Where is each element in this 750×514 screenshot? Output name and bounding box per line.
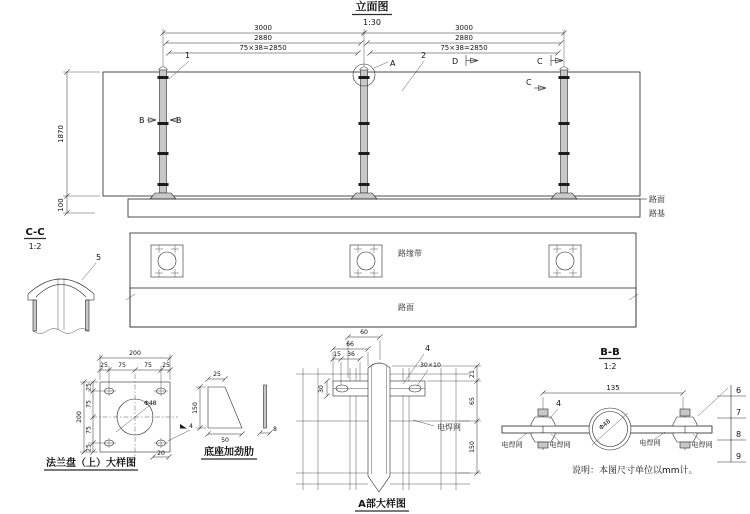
elevation-view [57, 0, 665, 218]
fence-posts [150, 67, 577, 199]
flange-dim-200-left: 200 [76, 411, 83, 423]
weld-symbol-icon [180, 424, 187, 429]
item-7: 7 [736, 408, 742, 417]
dim-60: 60 [360, 329, 368, 336]
cc-scale: 1:2 [28, 242, 42, 251]
rib-title: 底座加劲肋 [204, 447, 254, 458]
flange-lseg-25a: 25 [85, 383, 93, 391]
bb-mesh-label-1: 电焊网 [501, 441, 523, 449]
dim-base-100: 100 [57, 198, 65, 212]
callout-4b: 4 [556, 399, 562, 408]
bb-title: B-B [600, 347, 620, 358]
flange-detail [44, 350, 193, 470]
elevation-scale: 1:30 [363, 18, 381, 27]
callout-4a: 4 [425, 344, 431, 353]
rib-height-dim: 150 [192, 402, 199, 414]
dim-span1-2880: 2880 [254, 34, 272, 42]
flange-seg-75b: 75 [144, 362, 152, 369]
callout-2: 2 [421, 51, 427, 60]
callout-5: 5 [96, 253, 102, 262]
flange-lseg-25b: 25 [85, 444, 93, 452]
bb-scale: 1:2 [603, 362, 617, 371]
rib-thickness-dim: 8 [273, 426, 277, 433]
dim-15: 15 [333, 351, 341, 358]
section-c-label: C [537, 57, 543, 66]
flange-slot-dim: 20 [157, 450, 165, 457]
road-surface-label: 路面 [649, 195, 665, 204]
section-c-post-label: C [526, 78, 532, 87]
left-dimensions [57, 72, 100, 213]
bb-mesh-label-3: 电焊网 [639, 439, 661, 447]
flange-seg-25b: 25 [162, 362, 170, 369]
detail-a-title: A部大样图 [358, 499, 406, 510]
dim-span1-mesh: 75×38=2850 [239, 44, 287, 52]
flange-seg-25a: 25 [100, 362, 108, 369]
dim-21: 21 [469, 370, 476, 378]
flange-seg-75a: 75 [118, 362, 126, 369]
dim-span2-3000: 3000 [455, 24, 473, 32]
bb-pipe-dia: Φ48 [597, 418, 613, 432]
mesh-label-a: 电焊网 [437, 423, 461, 432]
flange-pipe-dia: Φ48 [144, 400, 157, 407]
callout-1: 1 [185, 51, 191, 60]
section-bb [502, 347, 747, 462]
detail-a-post [368, 363, 390, 492]
road-strip [128, 194, 665, 218]
bb-mesh-label-2: 电焊网 [549, 441, 571, 449]
elevation-title: 立面图 [355, 0, 389, 13]
bb-item-ladder [698, 385, 746, 462]
road-base-label: 路基 [649, 209, 665, 218]
item-6: 6 [736, 386, 742, 395]
rib-top-dim: 25 [213, 371, 221, 378]
dim-span2-mesh: 75×38=2850 [440, 44, 488, 52]
drawing-note: 说明：本图尺寸单位以mm计。 [572, 466, 698, 476]
post-cap-section [28, 278, 94, 334]
cc-title: C-C [25, 227, 45, 238]
rib-detail [192, 371, 277, 459]
flange-title: 法兰盘（上）大样图 [46, 458, 136, 469]
item-8: 8 [736, 430, 742, 439]
slot-size-label: 30×10 [420, 362, 441, 369]
flange-dim-200-top: 200 [129, 350, 141, 357]
rib-bottom-dim: 50 [221, 437, 229, 444]
section-cc [24, 227, 101, 334]
item-9: 9 [736, 452, 742, 461]
dim-height-1870: 1870 [57, 125, 65, 143]
flange-lseg-75a: 75 [85, 400, 93, 408]
dim-30: 30 [318, 385, 325, 393]
bb-mesh-label-4: 电焊网 [691, 441, 713, 449]
dim-135: 135 [606, 384, 620, 392]
dim-150: 150 [469, 441, 476, 453]
dim-span2-2880: 2880 [455, 34, 473, 42]
detail-a [296, 329, 481, 511]
dim-36: 36 [347, 351, 355, 358]
elevation-callouts [139, 51, 563, 125]
dim-65: 65 [469, 397, 476, 405]
callout-a: A [390, 59, 396, 68]
flange-weld-size: 4 [189, 423, 193, 430]
curb-strip-label: 路缘带 [398, 249, 422, 258]
dim-66: 66 [346, 341, 354, 348]
plan-surface-label: 路面 [398, 303, 414, 312]
dim-span1-3000: 3000 [254, 24, 272, 32]
section-b-right-label: B [176, 116, 182, 125]
plan-view [126, 233, 638, 327]
section-d-label: D [452, 57, 459, 66]
top-dimensions [163, 24, 564, 66]
section-b-left-label: B [139, 116, 145, 125]
flange-lseg-75b: 75 [85, 426, 93, 434]
